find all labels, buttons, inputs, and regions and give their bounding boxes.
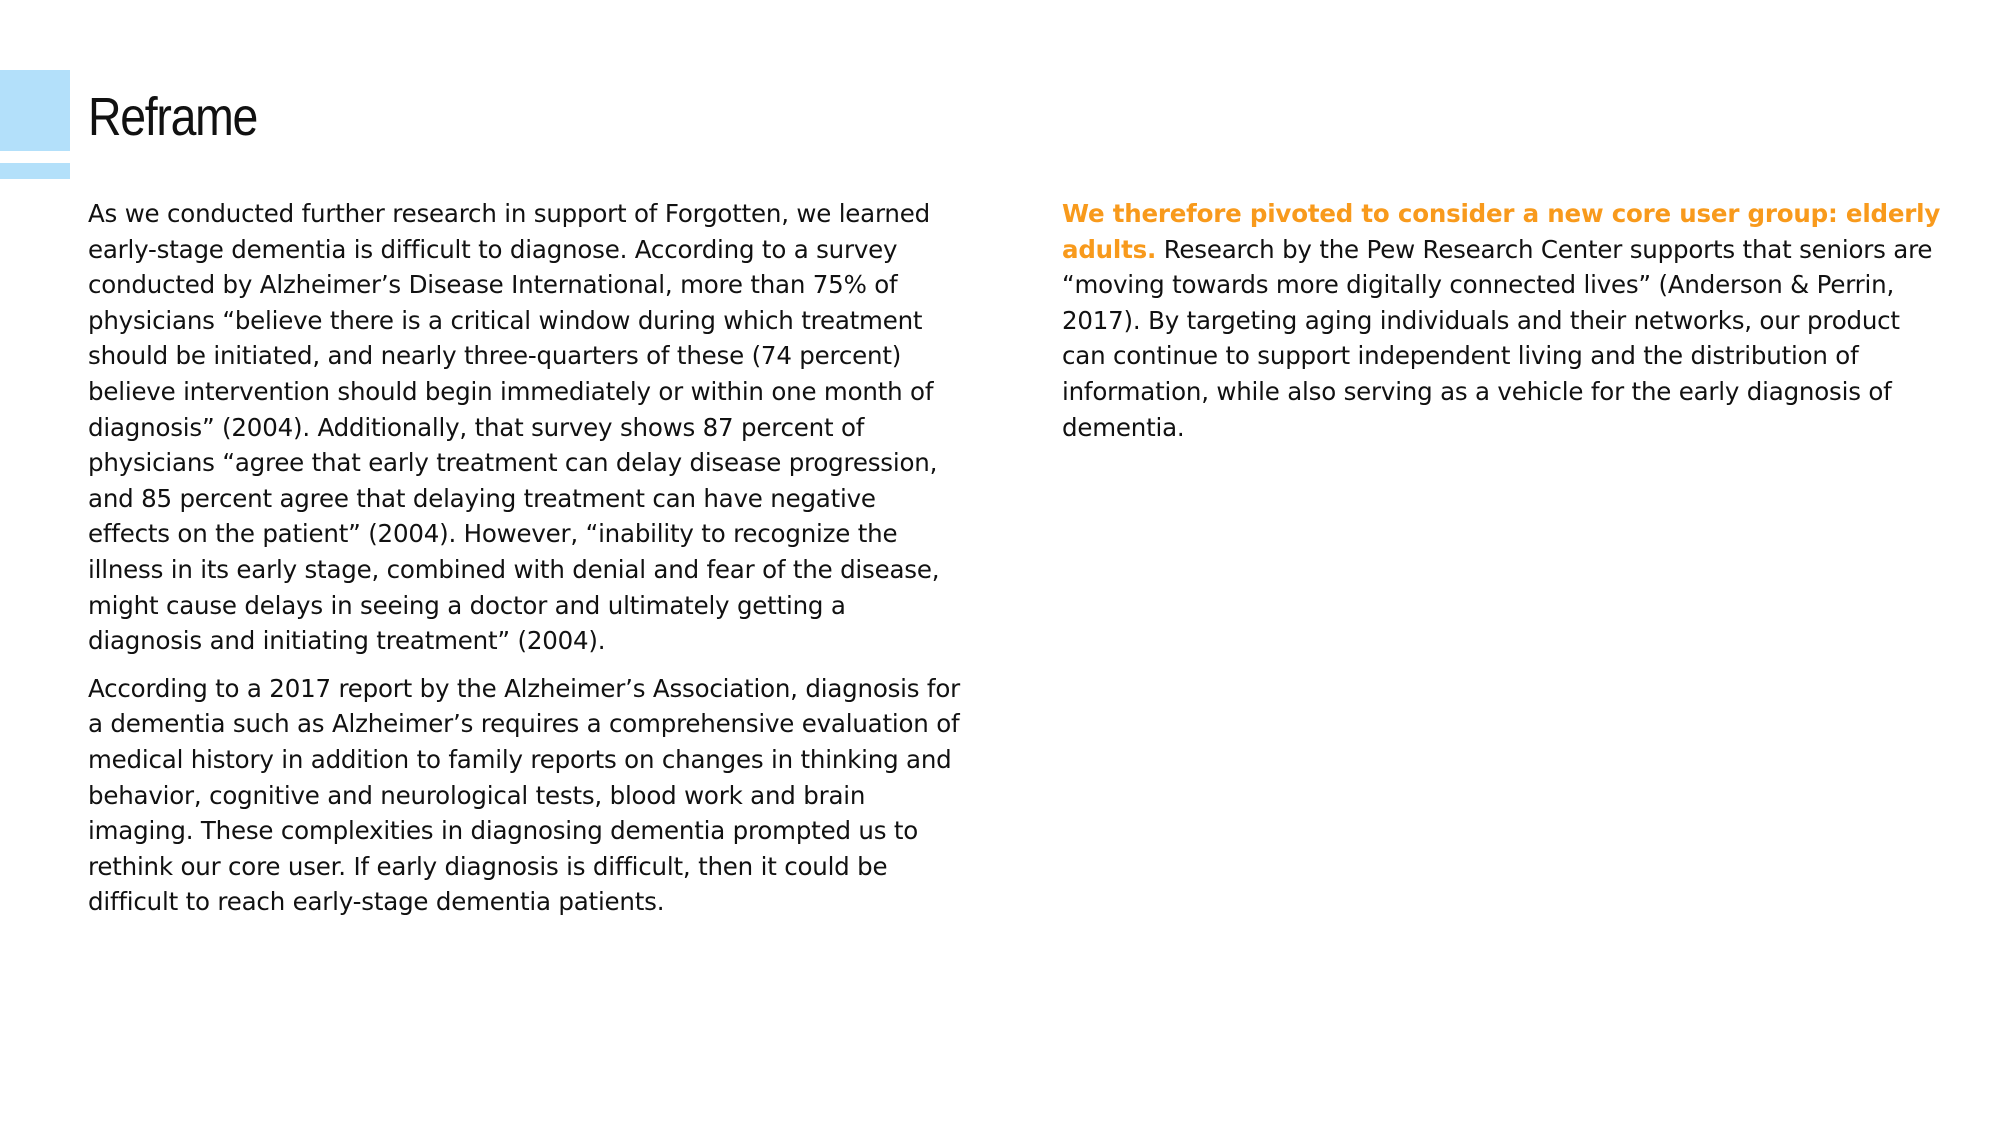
left-column [88, 196, 963, 932]
left-paragraph-2: According to a 2017 report by the Alzheimer’s Association, diagnosis for a dementia such as Alzheimer’s requires a comprehensive evaluation of medical history in addition to family reports on changes in thinking and behavior, cognitive and neurological tests, blood work and brain imaging. These complexities in diagnosing dementia prompted us to rethink our core user. If early diagnosis is difficult, then it could be difficult to reach early-stage dementia patients. [88, 673, 961, 917]
highlight-text: We therefore pivoted to consider a new core user group: elderly adults. [1062, 199, 1941, 264]
right-column [1062, 196, 1942, 457]
right-body-text: Research by the Pew Research Center supports that seniors are “moving towards more digitally connected lives” (Anderson & Perrin, 2017). By targeting aging individuals and their networks, our product can continue to support independent living and the distribution of information, while also serving as a vehicle for the early diagnosis of dementia. [1062, 234, 1933, 442]
accent-bar [0, 163, 70, 179]
accent-block [0, 70, 70, 151]
page-title: Reframe [88, 87, 258, 147]
left-paragraph-1: As we conducted further research in support of Forgotten, we learned early-stage dementia is difficult to diagnose. According to a survey conducted by Alzheimer’s Disease International, more than 75% of physicians “believe there is a critical window during which treatment should be initiated, and nearly three-quarters of these (74 percent) believe intervention should begin immediately or within one month of diagnosis” (2004). Additionally, that survey shows 87 percent of physicians “agree that early treatment can delay disease progression, and 85 percent agree that delaying treatment can have negative effects on the patient” (2004). However, “inability to recognize the illness in its early stage, combined with denial and fear of the disease, might cause delays in seeing a doctor and ultimately getting a diagnosis and initiating treatment” (2004). [88, 199, 940, 656]
right-paragraph [1062, 196, 1942, 445]
